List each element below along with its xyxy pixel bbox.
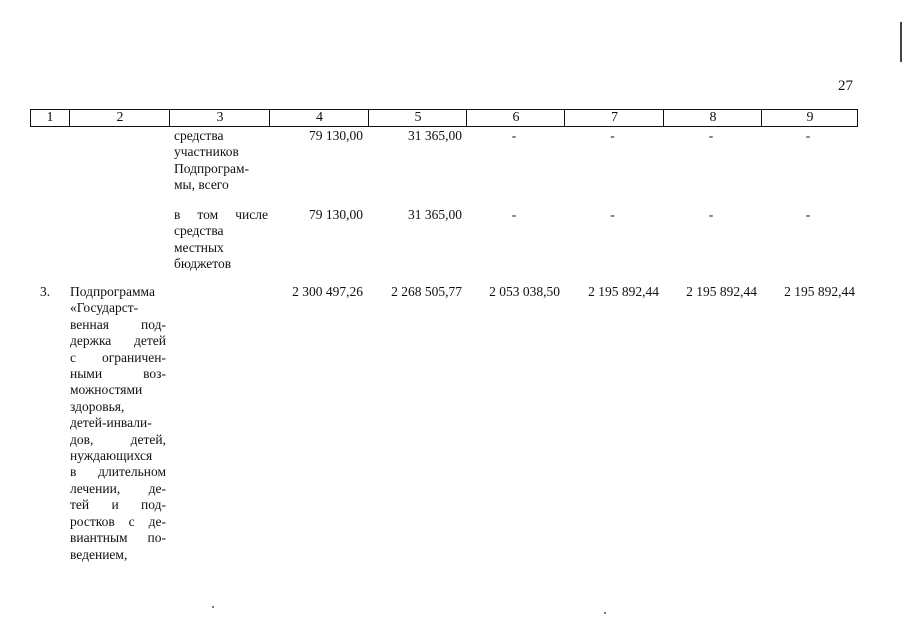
program-name-line: можностями xyxy=(70,382,143,398)
column-header-9: 9 xyxy=(761,110,858,126)
program-name-line: ведением, xyxy=(70,546,128,562)
row-2-col-5: 31 365,00 xyxy=(408,207,462,222)
program-col-6: 2 053 038,50 xyxy=(489,284,560,299)
column-header-4: 4 xyxy=(269,110,369,126)
row-1-label xyxy=(174,128,268,194)
row-2-label-line: средства xyxy=(174,223,224,239)
program-name xyxy=(70,284,166,563)
program-col-5: 2 268 505,77 xyxy=(391,284,462,299)
program-name-line: ростков с де- xyxy=(70,513,166,529)
program-name-line: дов, детей, xyxy=(70,431,166,447)
scan-dust xyxy=(604,612,606,614)
program-name-line: венная под- xyxy=(70,316,166,332)
scan-edge-mark xyxy=(900,22,902,62)
row-2-col-7: - xyxy=(610,207,615,222)
row-1-col-9: - xyxy=(805,128,811,143)
row-2-col-9: - xyxy=(805,207,811,222)
scan-dust xyxy=(212,606,214,608)
program-name-line: «Государст- xyxy=(70,300,139,316)
row-2-col-8: - xyxy=(708,207,714,222)
row-2-label-line: местных xyxy=(174,239,224,255)
column-header-5: 5 xyxy=(368,110,467,126)
column-header-3: 3 xyxy=(169,110,270,126)
row-1-col-7: - xyxy=(610,128,615,143)
program-col-8: 2 195 892,44 xyxy=(686,284,757,299)
program-name-line: тей и под- xyxy=(70,497,166,513)
column-header-8: 8 xyxy=(663,110,762,126)
program-number: 3. xyxy=(40,284,51,299)
program-name-line: держка детей xyxy=(70,333,166,349)
program-name-line: ными воз- xyxy=(70,366,166,382)
row-2-col-6: - xyxy=(511,207,517,222)
page-number: 27 xyxy=(838,78,853,94)
row-1-label-line: мы, всего xyxy=(174,177,229,193)
program-col-9: 2 195 892,44 xyxy=(784,284,855,299)
column-header-6: 6 xyxy=(466,110,565,126)
program-name-line: детей-инвали- xyxy=(70,415,152,431)
row-1-label-line: Подпрограм- xyxy=(174,160,250,176)
program-name-line: Подпрограмма xyxy=(70,284,155,299)
row-1-col-4: 79 130,00 xyxy=(309,128,363,143)
program-name-line: нуждающихся xyxy=(70,448,153,464)
program-name-line: в длительном xyxy=(70,464,166,480)
program-name-line: лечении, де- xyxy=(70,480,166,496)
program-name-line: здоровья, xyxy=(70,398,125,414)
row-2-label-line: в том числе xyxy=(174,207,268,222)
table-header-row xyxy=(30,109,858,127)
row-1-label-line: участников xyxy=(174,144,239,160)
column-header-2: 2 xyxy=(69,110,170,126)
program-col-4: 2 300 497,26 xyxy=(292,284,363,299)
row-1-col-8: - xyxy=(708,128,714,143)
program-col-7: 2 195 892,44 xyxy=(588,284,659,299)
program-name-line: с ограничен- xyxy=(70,349,166,365)
row-2-col-4: 79 130,00 xyxy=(309,207,363,222)
row-2-label xyxy=(174,207,268,273)
program-name-line: виантным по- xyxy=(70,530,166,546)
row-1-label-line: средства xyxy=(174,128,224,143)
column-header-1: 1 xyxy=(46,110,54,125)
row-1-col-5: 31 365,00 xyxy=(408,128,462,143)
row-1-col-6: - xyxy=(511,128,517,143)
column-header-7: 7 xyxy=(564,110,664,126)
row-2-label-line: бюджетов xyxy=(174,256,232,272)
